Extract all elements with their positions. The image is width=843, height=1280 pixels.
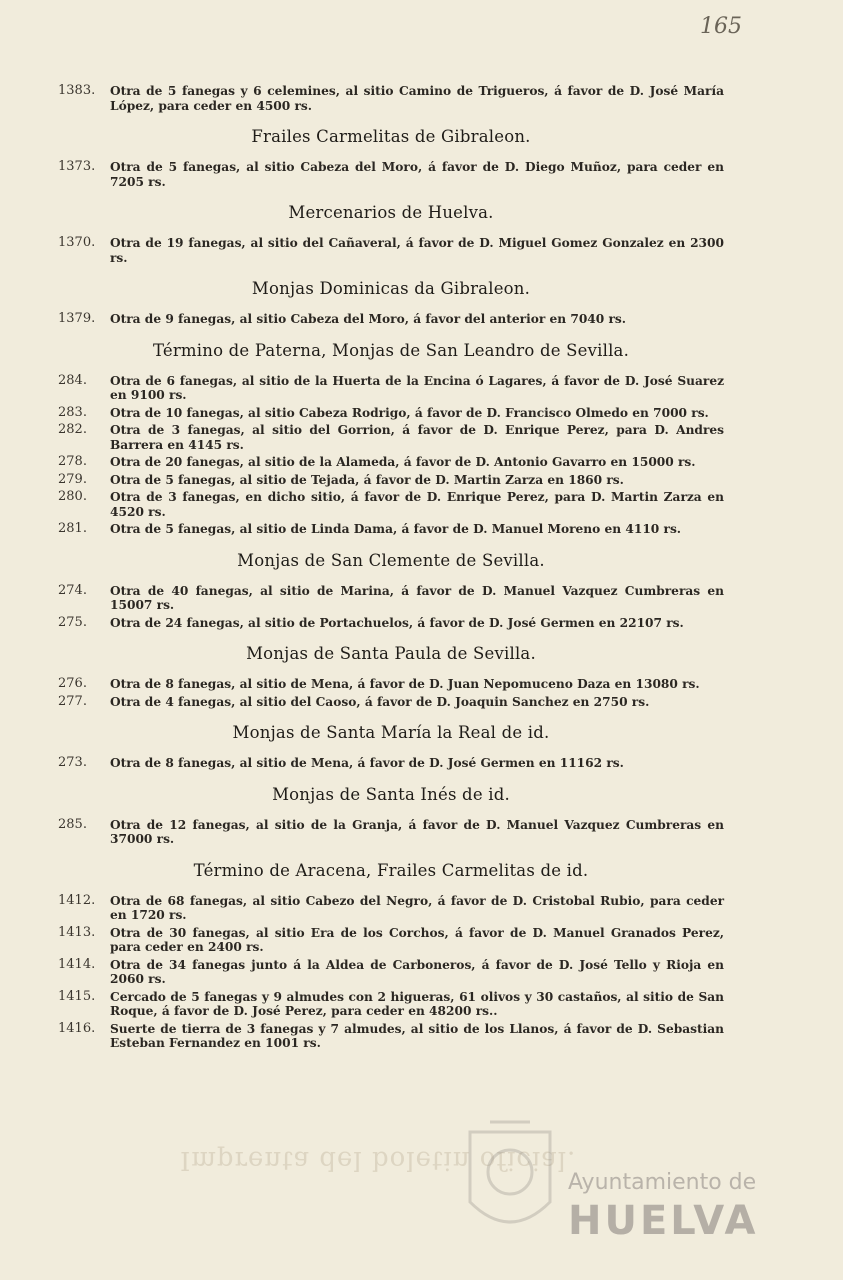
entry-text: Otra de 5 fanegas, al sitio de Tejada, á favor de D. Martin Zarza en 1860 rs. xyxy=(110,472,624,487)
entry-text: Otra de 20 fanegas, al sitio de la Alameda, á favor de D. Antonio Gavarro en 15000 rs. xyxy=(110,455,696,469)
entry xyxy=(58,990,724,1019)
entry-text: Cercado de 5 fanegas y 9 almudes con 2 higueras, 61 olivos y 30 castaños, al sitio de San Roque, á favor de D. José Perez, para ceder en 48200 rs.. xyxy=(110,989,724,1018)
watermark-line-2: HUELVA xyxy=(568,1198,759,1244)
entry-number: 278. xyxy=(58,454,87,469)
entry xyxy=(58,818,724,847)
entry-number: 1416. xyxy=(58,1020,96,1036)
section-heading: Término de Paterna, Monjas de San Leandro de Sevilla. xyxy=(152,340,630,360)
entry-text: Otra de 68 fanegas, al sitio Cabezo del Negro, á favor de D. Cristobal Rubio, para ceder en 1720 rs. xyxy=(110,893,724,922)
entry-number: 1412. xyxy=(58,892,96,908)
section-heading: Término de Aracena, Frailes Carmelitas de id. xyxy=(193,860,589,880)
entry-text: Otra de 3 fanegas, al sitio del Gorrion, á favor de D. Enrique Perez, para D. Andres Barrera en 4145 rs. xyxy=(110,423,724,452)
entry-number: 277. xyxy=(58,693,87,709)
entry xyxy=(58,84,724,113)
entry xyxy=(58,926,724,955)
entry xyxy=(58,312,724,327)
entry xyxy=(58,756,724,771)
entry-text: Otra de 8 fanegas, al sitio de Mena, á favor de D. Juan Nepomuceno Daza en 13080 rs. xyxy=(110,677,700,691)
entry-number: 285. xyxy=(58,816,87,832)
entry-text: Otra de 30 fanegas, al sitio Era de los Corchos, á favor de D. Manuel Granados Perez, para ceder en 2400 rs. xyxy=(110,925,724,954)
entry-number: 273. xyxy=(58,755,87,770)
entry-text: Otra de 4 fanegas, al sitio del Caoso, á favor de D. Joaquin Sanchez en 2750 rs. xyxy=(110,694,650,709)
entry-text: Otra de 10 fanegas, al sitio Cabeza Rodrigo, á favor de D. Francisco Olmedo en 7000 rs. xyxy=(110,405,709,420)
section-heading: Monjas de Santa María la Real de id. xyxy=(232,723,550,742)
entry xyxy=(58,374,724,403)
entry-number: 281. xyxy=(58,521,87,536)
section-heading: Monjas de Santa Inés de id. xyxy=(272,784,510,804)
entry xyxy=(58,677,724,692)
entry xyxy=(58,616,724,631)
entry xyxy=(58,490,724,519)
entry-number: 279. xyxy=(58,471,87,487)
mirrored-bleed-text: Imprenta del boletin oficial. xyxy=(180,1145,577,1175)
section-heading: Mercenarios de Huelva. xyxy=(288,203,494,222)
entry xyxy=(58,584,724,613)
section-heading: Monjas de Santa Paula de Sevilla. xyxy=(246,644,536,663)
entry-number: 1415. xyxy=(58,988,96,1004)
entry-text: Otra de 3 fanegas, en dicho sitio, á favor de D. Enrique Perez, para D. Martin Zarza en 4520 rs. xyxy=(110,490,724,519)
entry-text: Otra de 19 fanegas, al sitio del Cañaveral, á favor de D. Miguel Gomez Gonzalez en 2300 rs. xyxy=(110,236,724,265)
entry xyxy=(58,473,724,488)
entry xyxy=(58,455,724,470)
entry-number: 1413. xyxy=(58,924,96,940)
entry-text: Otra de 34 fanegas junto á la Aldea de Carboneros, á favor de D. José Tello y Rioja en 2060 rs. xyxy=(110,957,724,986)
entry-number: 274. xyxy=(58,582,87,598)
entry xyxy=(58,894,724,923)
page-number: 165 xyxy=(700,14,742,39)
entry-text: Suerte de tierra de 3 fanegas y 7 almudes, al sitio de los Llanos, á favor de D. Sebastian Esteban Fernandez en 1001 rs. xyxy=(110,1021,724,1050)
section-heading: Monjas de San Clemente de Sevilla. xyxy=(237,550,545,570)
entry-number: 1370. xyxy=(58,235,96,250)
entry xyxy=(58,423,724,452)
document-body xyxy=(58,84,724,1054)
entry xyxy=(58,160,724,189)
entry-number: 276. xyxy=(58,676,87,691)
watermark-line-1: Ayuntamiento de xyxy=(568,1170,757,1195)
entry-number: 1379. xyxy=(58,311,96,326)
entry-number: 275. xyxy=(58,614,87,630)
section-heading: Monjas Dominicas da Gibraleon. xyxy=(251,279,531,298)
entry-text: Otra de 6 fanegas, al sitio de la Huerta de la Encina ó Lagares, á favor de D. José Suarez en 9100 rs. xyxy=(110,373,724,402)
section-heading: Frailes Carmelitas de Gibraleon. xyxy=(251,127,531,146)
entry-number: 1373. xyxy=(58,159,96,174)
entry-number: 282. xyxy=(58,422,87,437)
entry-number: 1383. xyxy=(58,83,96,98)
entry-text: Otra de 40 fanegas, al sitio de Marina, á favor de D. Manuel Vazquez Cumbreras en 15007 rs. xyxy=(110,583,724,612)
entry-number: 280. xyxy=(58,489,87,504)
entry xyxy=(58,1022,724,1051)
entry xyxy=(58,236,724,265)
entry-number: 1414. xyxy=(58,956,96,972)
entry-text: Otra de 9 fanegas, al sitio Cabeza del Moro, á favor del anterior en 7040 rs. xyxy=(110,312,627,326)
entry-number: 283. xyxy=(58,404,87,420)
entry-text: Otra de 5 fanegas, al sitio Cabeza del Moro, á favor de D. Diego Muñoz, para ceder en 7205 rs. xyxy=(110,160,724,189)
entry-number: 284. xyxy=(58,372,87,388)
entry xyxy=(58,522,724,537)
entry xyxy=(58,406,724,421)
entry xyxy=(58,695,724,710)
entry-text: Otra de 8 fanegas, al sitio de Mena, á favor de D. José Germen en 11162 rs. xyxy=(110,756,624,770)
entry-text: Otra de 12 fanegas, al sitio de la Granja, á favor de D. Manuel Vazquez Cumbreras en 37000 rs. xyxy=(110,817,724,846)
entry xyxy=(58,958,724,987)
entry-text: Otra de 24 fanegas, al sitio de Portachuelos, á favor de D. José Germen en 22107 rs. xyxy=(110,615,684,630)
entry-text: Otra de 5 fanegas, al sitio de Linda Dama, á favor de D. Manuel Moreno en 4110 rs. xyxy=(110,522,682,536)
entry-text: Otra de 5 fanegas y 6 celemines, al sitio Camino de Trigueros, á favor de D. José María López, para ceder en 4500 rs. xyxy=(110,84,724,113)
